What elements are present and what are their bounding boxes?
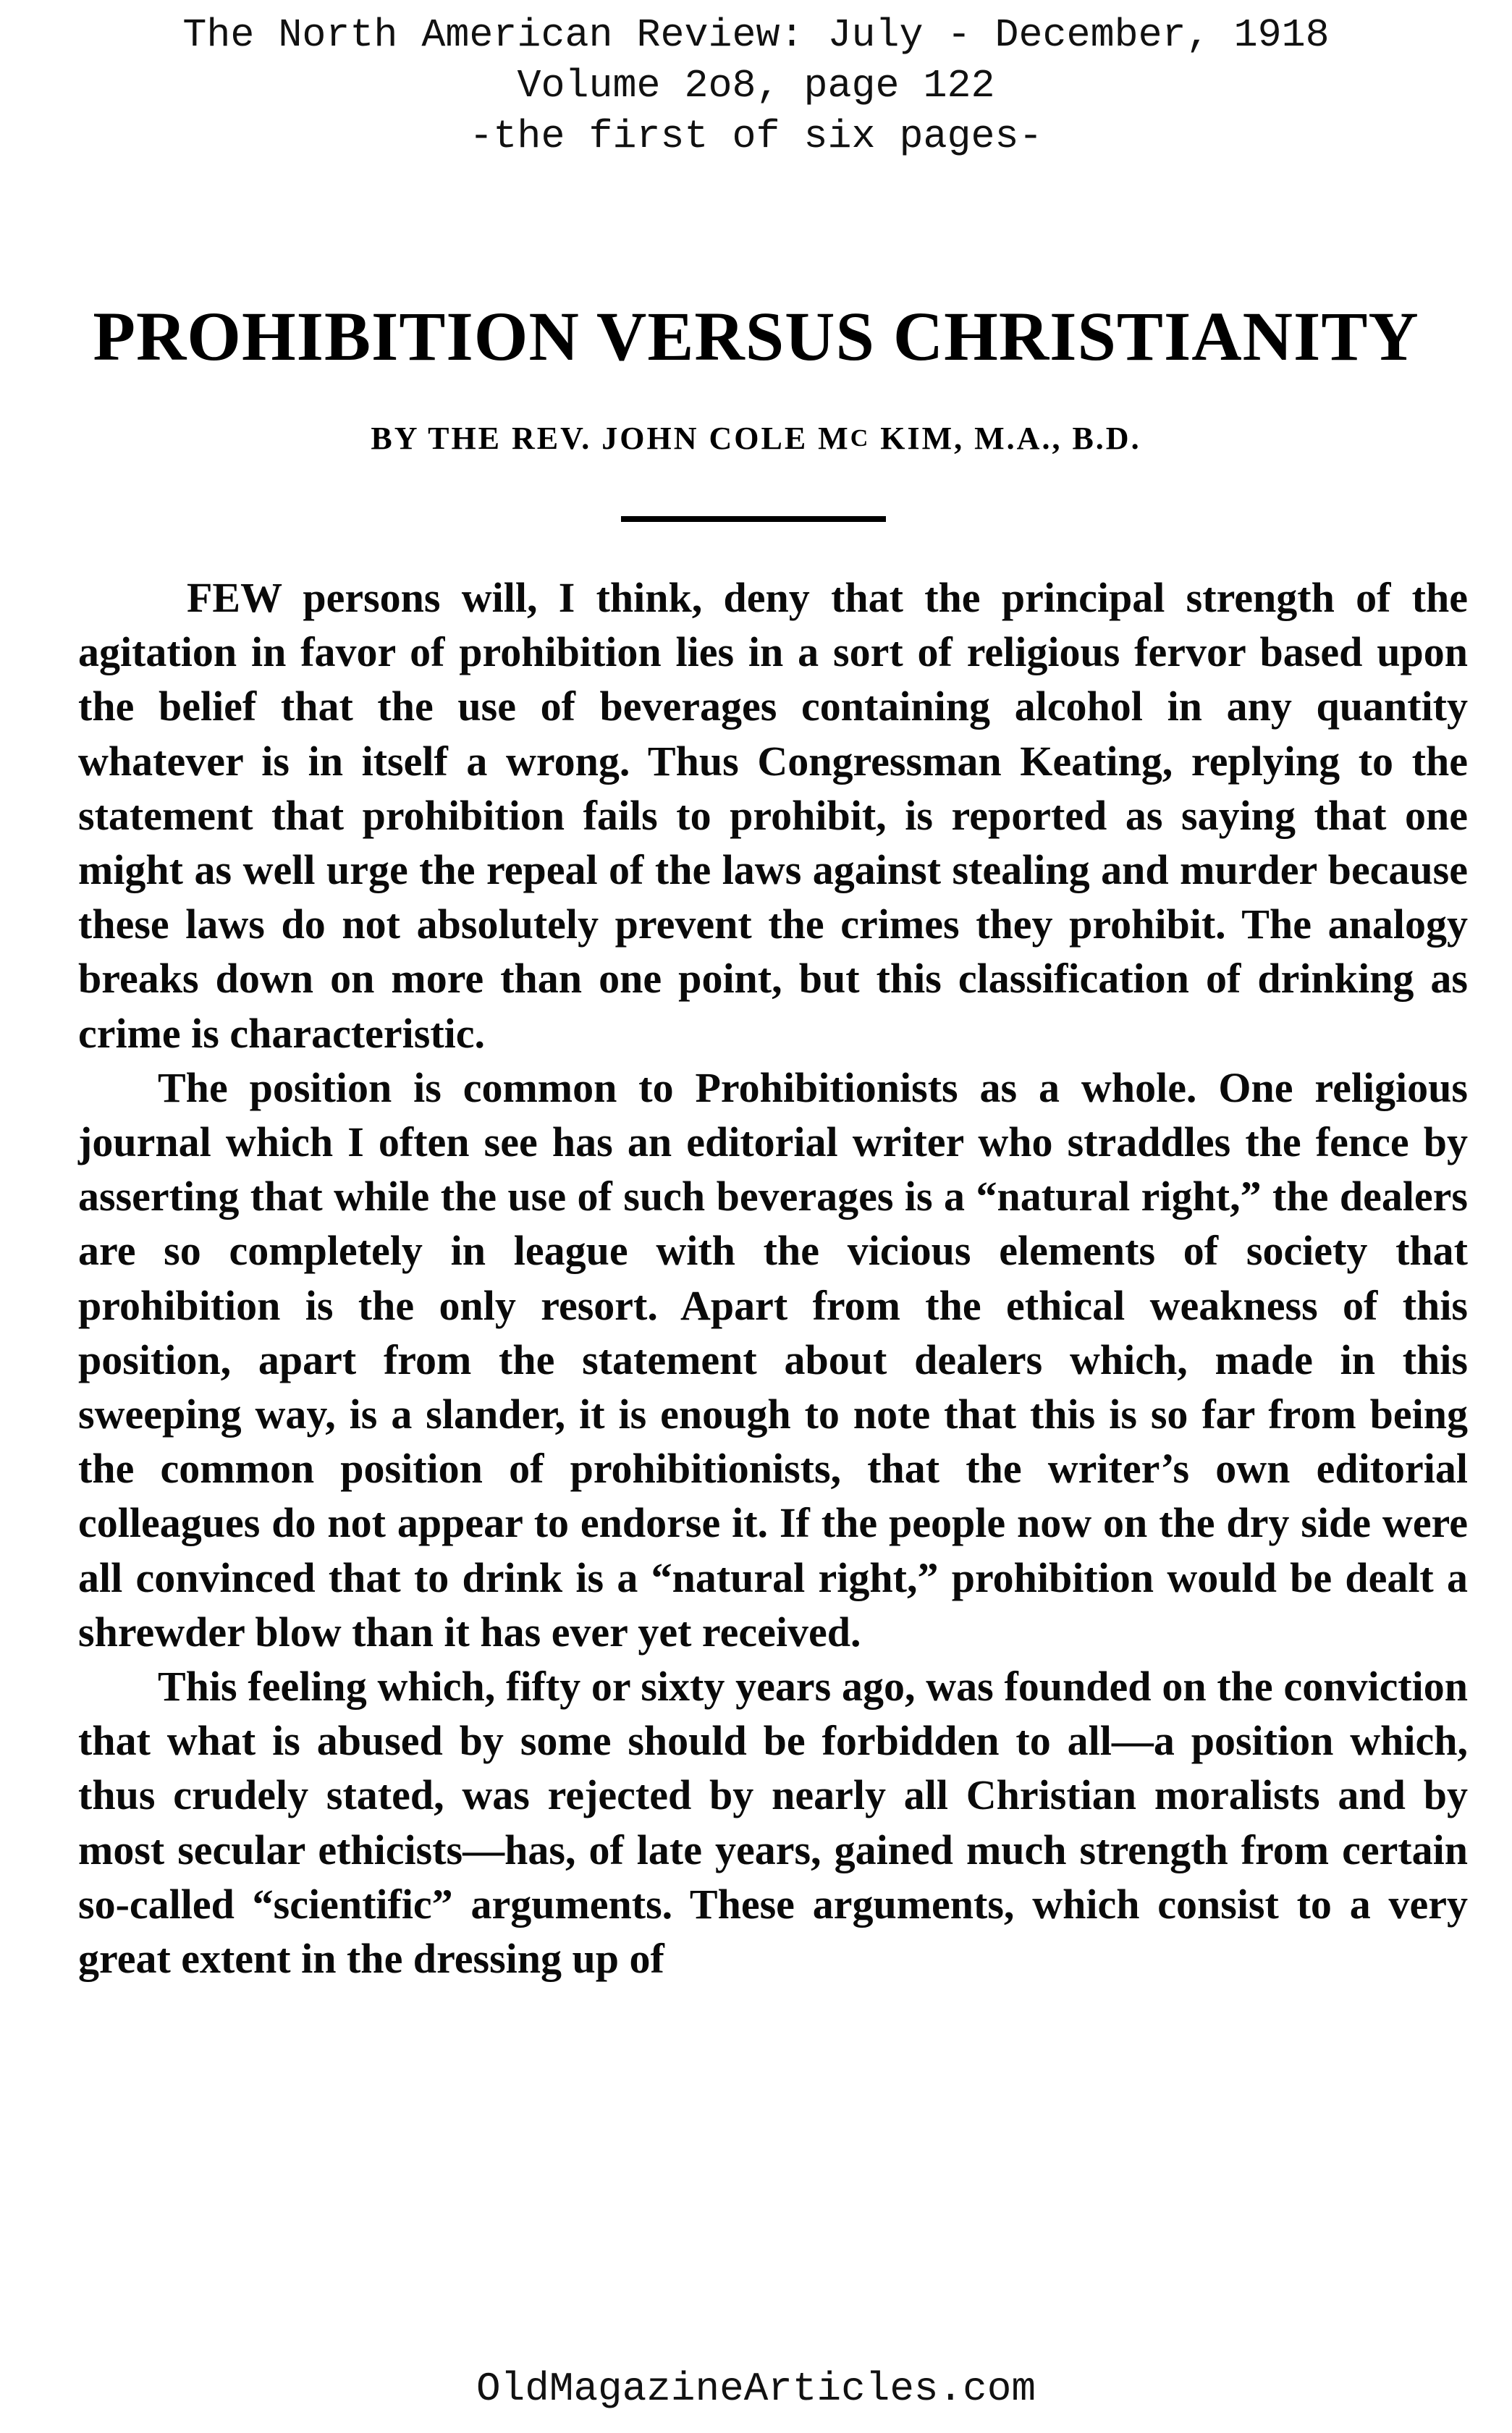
- article-title: PROHIBITION VERSUS CHRISTIANITY: [93, 298, 1419, 375]
- article-body: [78, 570, 1468, 1986]
- byline-text-end: KIM, M.A., B.D.: [870, 421, 1141, 456]
- source-line-publication: The North American Review: July - December, 1918: [182, 12, 1330, 58]
- body-paragraph-1: FEW persons will, I think, deny that the principal strength of the agitation in favor of prohibition lies in a sort of religious fervor based upon the belief that the use of beverages containing alcohol in any quantity whatever is in itself a wrong. Thus Congressman Keating, replying to the statement that prohibition fails to prohibit, is reported as saying that one might as well urge the repeal of the laws against stealing and murder because these laws do not absolutely prevent the crimes they prohibit. The analogy breaks down on more than one point, but this classification of drinking as crime is characteristic.: [78, 574, 1468, 1057]
- article-byline: [43, 418, 1469, 459]
- source-line-page-note: -the first of six pages-: [469, 114, 1043, 159]
- title-divider: [621, 516, 886, 522]
- body-paragraph-2: The position is common to Prohibitionists as a whole. One religious journal which I often see has an editorial writer who straddles the fence by asserting that while the use of such beverages is a “natural right,” the dealers are so completely in league with the vicious elements of society that prohibition is the only resort. Apart from the ethical weakness of this position, apart from the statement about dealers which, made in this sweeping way, is a slander, it is enough to note that this is so far from being the common position of prohibitionists, that the writer’s own editorial colleagues do not appear to endorse it. If the people now on the dry side were all convinced that to drink is a “natural right,” prohibition would be dealt a shrewder blow than it has ever yet received.: [78, 1063, 1468, 1656]
- source-line-volume: Volume 2o8, page 122: [517, 63, 995, 109]
- byline-superscript: C: [850, 425, 871, 452]
- body-paragraph-3: This feeling which, fifty or sixty years ago, was founded on the conviction that what is abused by some should be forbidden to all—a position which, thus crudely stated, was rejected by nearly all Christian moralists and by most secular ethicists—has, of late years, gained much strength from certain so-called “scientific” arguments. These arguments, which consist to a very great extent in the dressing up of: [78, 1663, 1468, 1983]
- byline-text-start: BY THE REV. JOHN COLE M: [371, 421, 850, 456]
- source-header: [43, 10, 1469, 162]
- site-footer: OldMagazineArticles.com: [476, 2366, 1036, 2412]
